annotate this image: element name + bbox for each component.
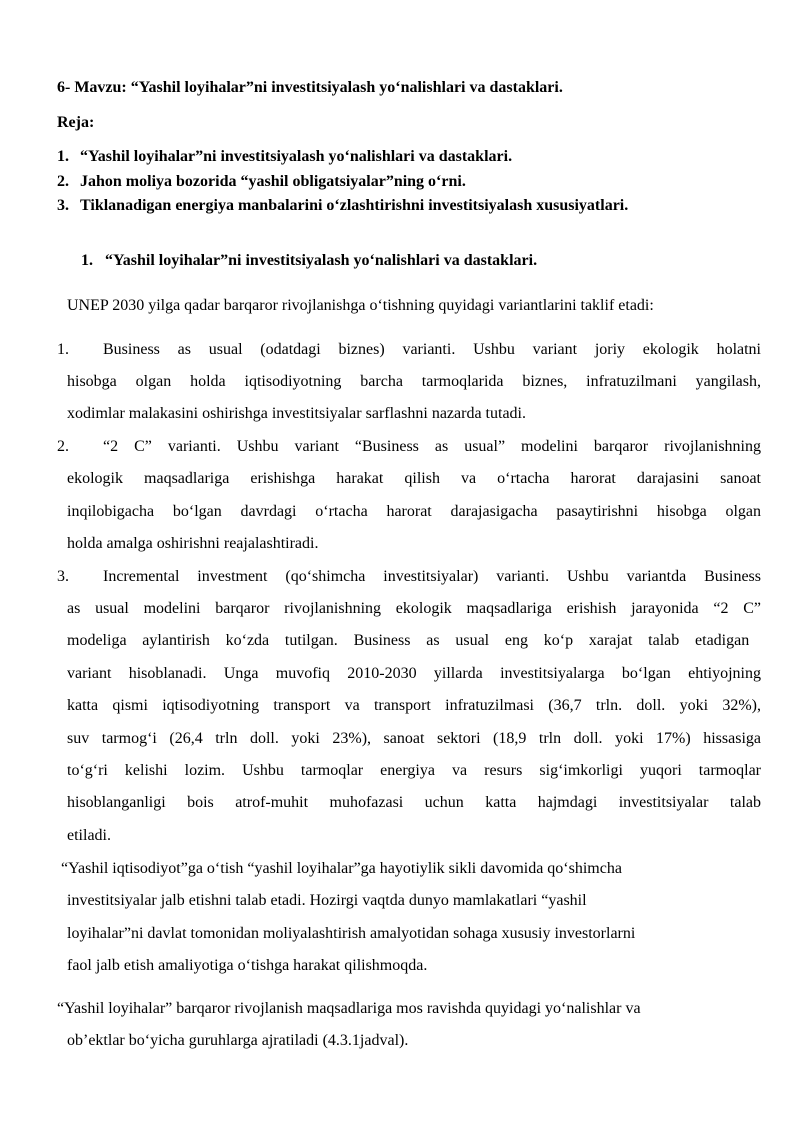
variant-number: 1.	[57, 341, 69, 358]
variant-line: inqilobigacha bo‘lgan davrdagi o‘rtacha harorat darajasigacha pasaytirishni hisobga olgan	[67, 503, 761, 520]
variant-line: holda amalga oshirishni reajalashtiradi.	[67, 535, 319, 552]
section-title-text: “Yashil loyihalar”ni investitsiyalash yo‘nalishlari va dastaklari.	[105, 252, 538, 269]
variant-line: xodimlar malakasini oshirishga investitsiyalar sarflashni nazarda tutadi.	[67, 405, 526, 422]
paragraph-line: loyihalar”ni davlat tomonidan moliyalashtirish amalyotidan sohaga xususiy investorlarni	[67, 925, 636, 942]
variant-line: to‘g‘ri kelishi lozim. Ushbu tarmoqlar energiya va resurs sig‘imkorligi yuqori tarmoqlar	[67, 762, 761, 779]
section-title-num: 1.	[81, 252, 93, 269]
variant-line: hisobga olgan holda iqtisodiyotning barcha tarmoqlarida biznes, infratuzilmani yangilash,	[67, 373, 761, 390]
plan-item-text: Tiklanadigan energiya manbalarini o‘zlashtirishni investitsiyalash xususiyatlari.	[80, 197, 629, 214]
variant-line: as usual modelini barqaror rivojlanishning ekologik maqsadlariga erishish jarayonida “2 C”	[67, 600, 761, 617]
variant-line: suv tarmog‘i (26,4 trln doll. yoki 23%), sanoat sektori (18,9 trln doll. yoki 17%) hissasiga	[67, 730, 761, 747]
intro-paragraph: UNEP 2030 yilga qadar barqaror rivojlanishga o‘tishning quyidagi variantlarini taklif etadi:	[67, 297, 654, 314]
variant-number: 3.	[57, 568, 69, 585]
variant-line: ekologik maqsadlariga erishishga harakat qilish va o‘rtacha harorat darajasini sanoat	[67, 470, 761, 487]
page-heading: 6- Mavzu: “Yashil loyihalar”ni investitsiyalash yo‘nalishlari va dastaklari.	[57, 79, 563, 96]
variant-line: hisoblanganligi bois atrof-muhit muhofazasi uchun katta hajmdagi investitsiyalar talab	[67, 794, 761, 811]
variant-line: variant hisoblanadi. Unga muvofiq 2010-2030 yillarda investitsiyalarga bo‘lgan ehtiyojning	[67, 665, 761, 682]
paragraph-line: investitsiyalar jalb etishni talab etadi. Hozirgi vaqtda dunyo mamlakatlari “yashil	[67, 892, 587, 909]
paragraph-line: ob’ektlar bo‘yicha guruhlarga ajratiladi (4.3.1jadval).	[67, 1032, 409, 1049]
variant-line: “2 C” varianti. Ushbu variant “Business as usual” modelini barqaror rivojlanishning	[103, 438, 761, 455]
variant-number: 2.	[57, 438, 69, 455]
variant-line: katta qismi iqtisodiyotning transport va transport infratuzilmasi (36,7 trln. doll. yoki 32%),	[67, 697, 761, 714]
plan-item-text: “Yashil loyihalar”ni investitsiyalash yo‘nalishlari va dastaklari.	[80, 148, 513, 165]
plan-item-num: 3.	[57, 197, 69, 214]
plan-item-num: 2.	[57, 173, 69, 190]
paragraph-line: “Yashil loyihalar” barqaror rivojlanish maqsadlariga mos ravishda quyidagi yo‘nalishlar va	[57, 1000, 641, 1017]
variant-line: modeliga aylantirish ko‘zda tutilgan. Business as usual eng ko‘p xarajat talab etadigan	[67, 632, 750, 649]
variant-line: Incremental investment (qo‘shimcha investitsiyalar) varianti. Ushbu variantda Business	[103, 568, 761, 585]
plan-item-text: Jahon moliya bozorida “yashil obligatsiyalar”ning o‘rni.	[80, 173, 466, 190]
plan-item-num: 1.	[57, 148, 69, 165]
plan-label: Reja:	[57, 114, 95, 131]
paragraph-line: “Yashil iqtisodiyot”ga o‘tish “yashil loyihalar”ga hayotiylik sikli davomida qo‘shimcha	[61, 860, 622, 877]
variant-line: Business as usual (odatdagi biznes) varianti. Ushbu variant joriy ekologik holatni	[103, 341, 761, 358]
paragraph-line: faol jalb etish amaliyotiga o‘tishga harakat qilishmoqda.	[67, 957, 428, 974]
variant-line: etiladi.	[67, 827, 111, 844]
